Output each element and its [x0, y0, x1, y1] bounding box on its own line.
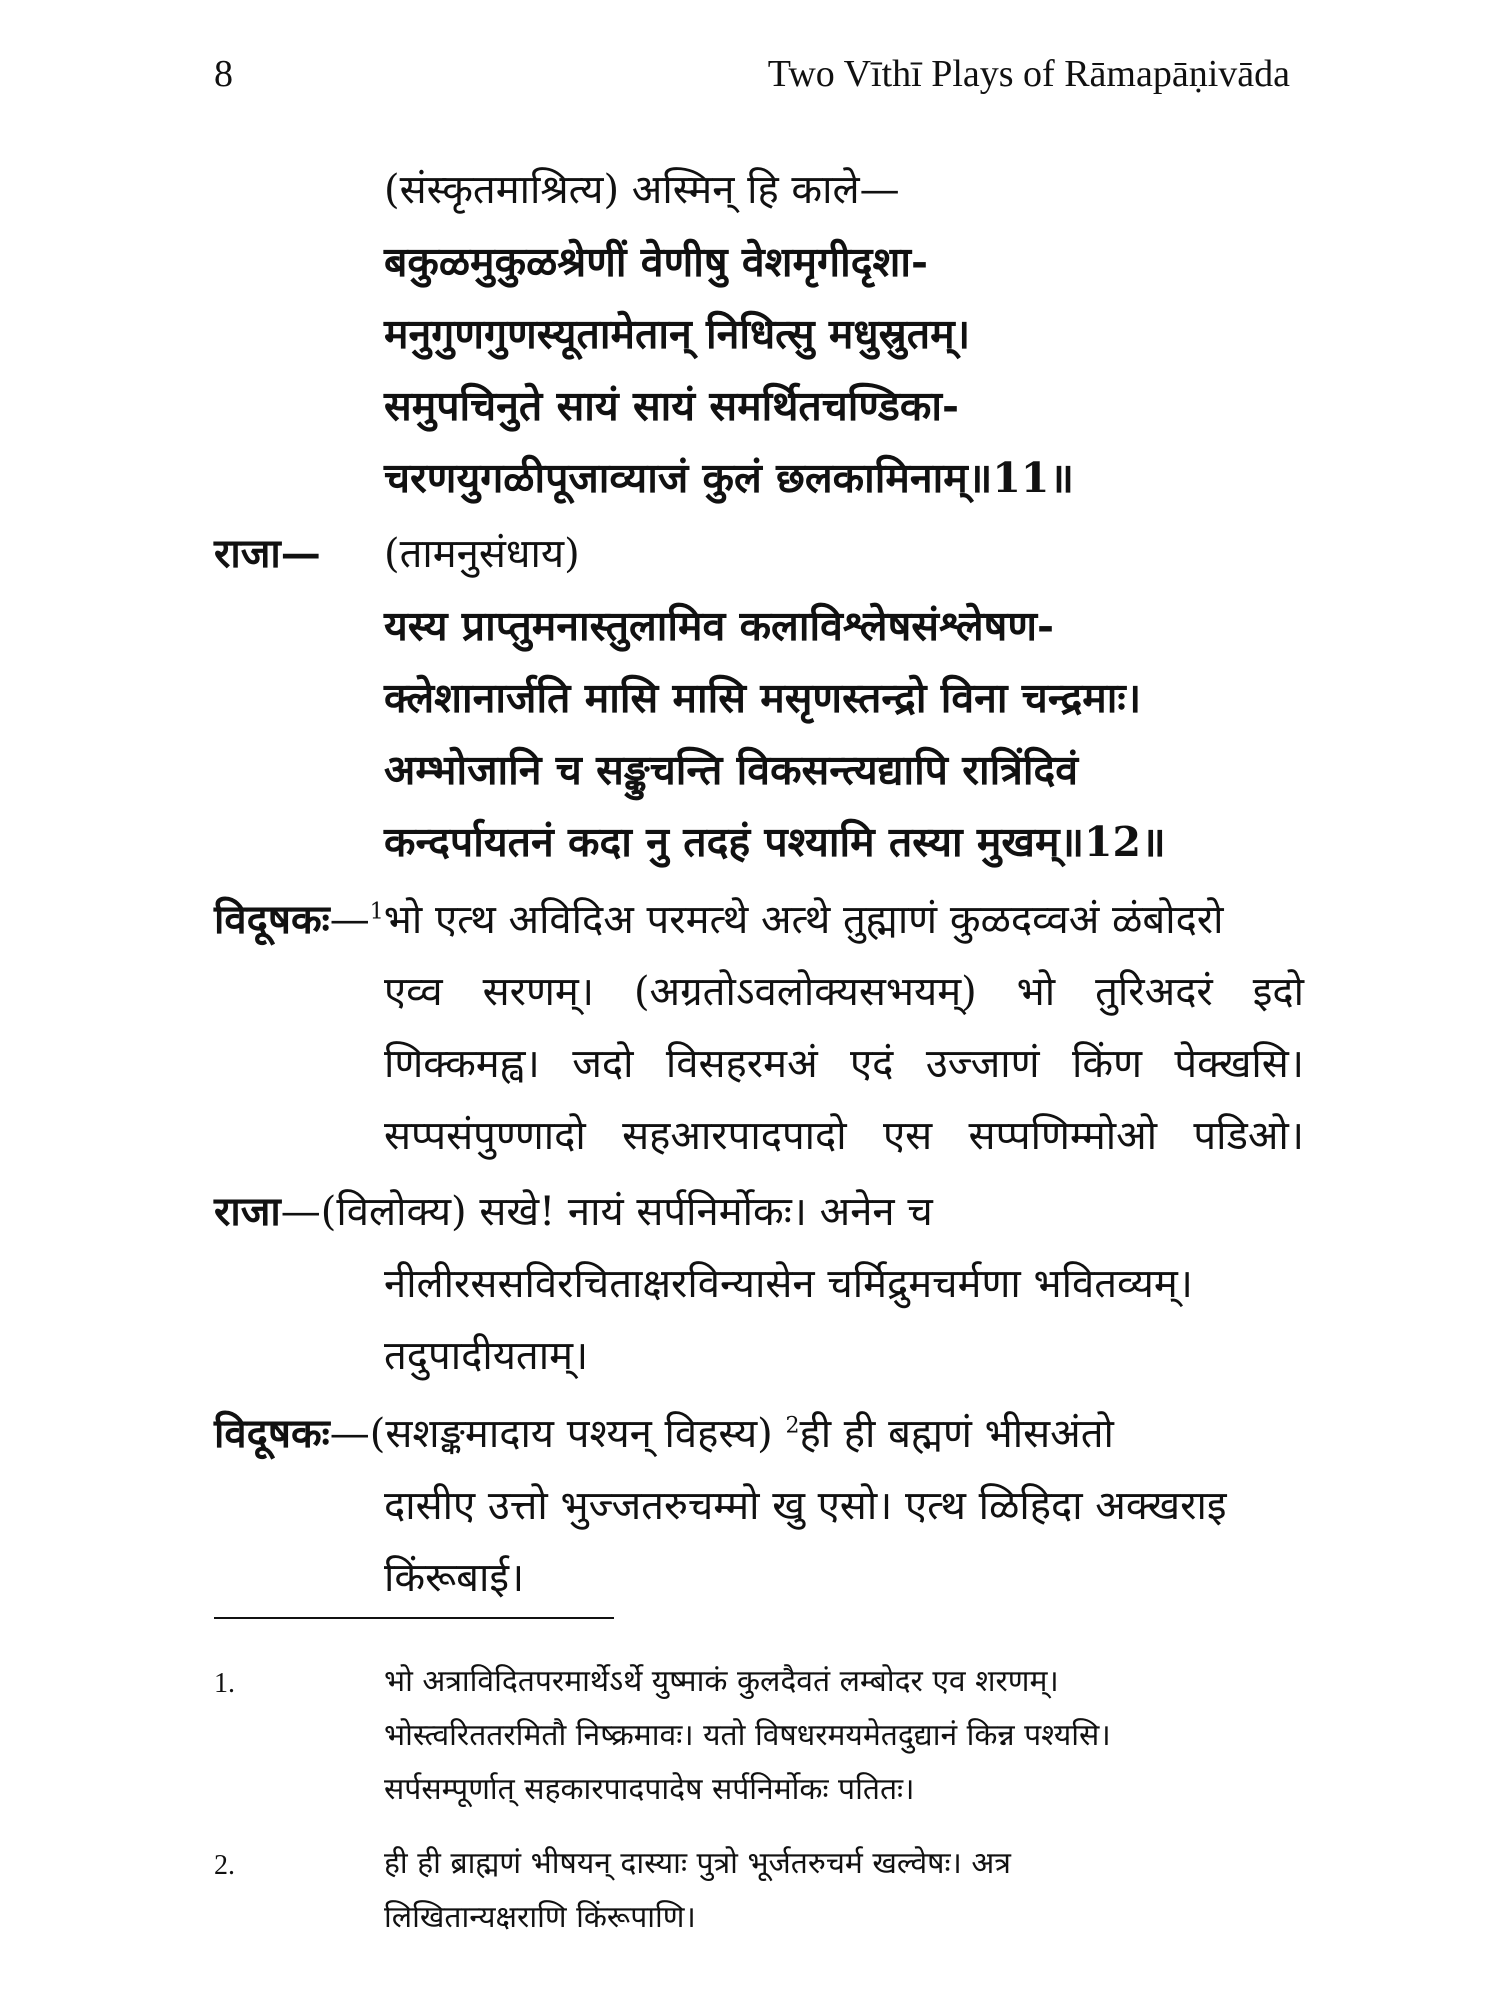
dialogue-line: नीलीरससविरचिताक्षरविन्यासेन चर्मिद्रुमचर्मणा भवितव्यम्। [384, 1261, 1193, 1307]
verse-line: समुपचिनुते सायं सायं समर्थितचण्डिका- [384, 382, 959, 430]
speaker-label: विदूषकः [214, 896, 330, 943]
dialogue-text: —(सशङ्कमादाय पश्यन् विहस्य) [329, 1411, 786, 1457]
dialogue-line: एव्व सरणम्। (अग्रतोऽवलोक्यसभयम्) भो तुरिअदरं इदो [384, 969, 1304, 1015]
speaker-label: राजा [214, 1188, 281, 1235]
footnote-line: भो अत्राविदितपरमार्थेऽर्थे युष्माकं कुलदैवतं लम्बोदर एव शरणम्। [384, 1664, 1059, 1699]
stage-direction: (तामनुसंधाय) [384, 531, 580, 577]
footnote-marker: 2 [785, 1413, 800, 1439]
verse-line: चरणयुगळीपूजाव्याजं कुलं छलकामिनाम्॥11॥ [384, 454, 1074, 502]
dialogue-first-line [214, 896, 1304, 944]
dialogue-text: भो एत्थ अविदिअ परमत्थे अत्थे तुह्माणं कुळदव्वअं ळंबोदरो [383, 897, 1224, 943]
dialogue-first-line [214, 1188, 1304, 1236]
running-head: Two Vīthī Plays of Rāmapāṇivāda [767, 53, 1290, 95]
footnote-line: लिखितान्यक्षराणि किंरूपाणि। [384, 1900, 696, 1935]
footnote-line: भोस्त्वरिततरमितौ निष्क्रमावः। यतो विषधरमयमेतदुद्यानं किन्न पश्यसि। [384, 1718, 1111, 1753]
footnote-number: 1. [214, 1668, 235, 1699]
dialogue-line: दासीए उत्तो भुज्जतरुचम्मो खु एसो। एत्थ ळिहिदा अक्खराइ [384, 1483, 1227, 1529]
verse-line: अम्भोजानि च सङ्कुचन्ति विकसन्त्यद्यापि रात्रिंदिवं [384, 746, 1079, 794]
footnote-rule [214, 1617, 614, 1619]
verse-line: यस्य प्राप्तुमनास्तुलामिव कलाविश्लेषसंश्लेषण- [384, 602, 1055, 650]
footnote-number: 2. [214, 1850, 235, 1881]
stage-direction: (संस्कृतमाश्रित्य) अस्मिन् हि काले— [384, 167, 900, 213]
dialogue-first-line [214, 1410, 1304, 1458]
dialogue-line: णिक्कमह्व। जदो विसहरमअं एदं उज्जाणं किंण पेक्खसि। [384, 1041, 1304, 1087]
speaker-label: विदूषकः [214, 1410, 330, 1457]
dash: — [329, 897, 370, 943]
verse-line: मनुगुणगुणस्यूतामेतान् निधित्सु मधुस्रुतम्। [384, 310, 971, 358]
verse-line: कन्दर्पायतनं कदा नु तदहं पश्यामि तस्या मुखम्॥12॥ [384, 818, 1166, 866]
dialogue-text: ही ही बह्मणं भीसअंतो [799, 1411, 1114, 1457]
verse-line: क्लेशानार्जति मासि मासि मसृणस्तन्द्रो विना चन्द्रमाः। [384, 674, 1142, 722]
verse-line: बकुळमुकुळश्रेणीं वेणीषु वेशमृगीदृशा- [384, 238, 929, 286]
page-number: 8 [214, 53, 233, 95]
footnote-line: ही ही ब्राह्मणं भीषयन् दास्याः पुत्रो भूर्जतरुचर्म खल्वेषः। अत्र [384, 1846, 1011, 1881]
dialogue-line: किंरूबाई। [384, 1555, 525, 1601]
dialogue-line: सप्पसंपुण्णादो सहआरपादपादो एस सप्पणिम्मोओ पडिओ। [384, 1113, 1304, 1159]
footnote-line: सर्पसम्पूर्णात् सहकारपादपादेष सर्पनिर्मोकः पतितः। [384, 1772, 915, 1807]
speaker-label: राजा— [214, 530, 321, 577]
dialogue-line: तदुपादीयताम्। [384, 1333, 589, 1379]
footnote-marker: 1 [369, 899, 384, 925]
dialogue-text: —(विलोक्य) सखे! नायं सर्पनिर्मोकः। अनेन च [280, 1189, 933, 1235]
